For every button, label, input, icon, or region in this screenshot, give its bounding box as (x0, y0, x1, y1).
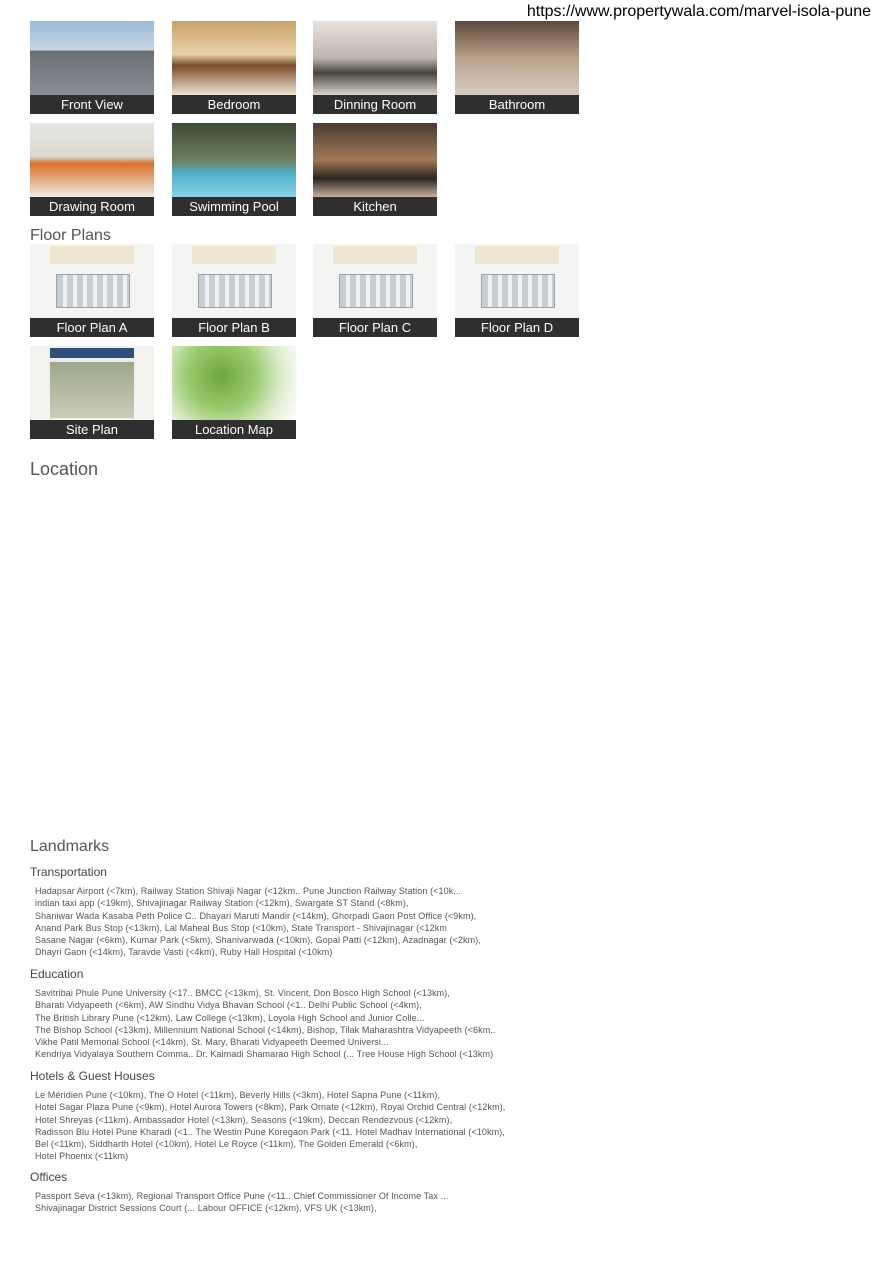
gallery-caption: Dinning Room (313, 95, 437, 114)
gallery-caption: Kitchen (313, 197, 437, 216)
bedroom-photo (172, 21, 296, 95)
gallery-caption: Bathroom (455, 95, 579, 114)
floor-plan-image (172, 244, 296, 318)
floor-plan-caption: Floor Plan A (30, 318, 154, 337)
landmark-line: Sasane Nagar (<6km), Kumar Park (<5km), Shanivarwada (<10km), Gopal Patti (<12km), Azadnagar (<2km), (35, 935, 481, 946)
transportation-list (35, 885, 595, 959)
gallery-caption: Swimming Pool (172, 197, 296, 216)
gallery-thumb-bathroom[interactable] (455, 21, 579, 114)
floor-plan-image (313, 244, 437, 318)
landmark-line: indian taxi app (<19km), Shivajinagar Railway Station (<12km), Swargate ST Stand (<8km), (35, 898, 409, 909)
location-heading: Location (30, 459, 99, 479)
landmark-line: Vikhe Patil Memorial School (<14km), St. Mary, Bharati Vidyapeeth Deemed Universi... (35, 1037, 389, 1048)
floor-plan-c-thumb[interactable] (313, 244, 437, 337)
landmark-line: Savitribai Phule Pune University (<17.. BMCC (<13km), St. Vincent, Don Bosco High School (<13km), (35, 988, 450, 998)
floor-plan-caption: Floor Plan D (455, 318, 579, 337)
floor-plan-caption: Site Plan (30, 420, 154, 439)
landmark-line: Dhayri Gaon (<14km), Taravde Vasti (<4km), Ruby Hall Hospital (<10km) (35, 947, 333, 958)
landmark-line: Kendriya Vidyalaya Southern Comma.. Dr. Kalmadi Shamarao High School (... Tree House High School (<13km) (35, 1049, 494, 1060)
education-list (35, 987, 595, 1061)
landmark-category-hotels: Hotels & Guest Houses (30, 1069, 155, 1083)
gallery-caption: Front View (30, 95, 154, 114)
landmark-line: Anand Park Bus Stop (<13km), Lal Maheal Bus Stop (<10km), State Transport - Shivajinagar (<12km (35, 922, 447, 933)
landmark-line: Le Méridien Pune (<10km), The O Hotel (<11km), Beverly Hills (<3km), Hotel Sapna Pune (<11km), (35, 1090, 441, 1100)
gallery-thumb-swimming-pool[interactable] (172, 123, 296, 216)
site-plan-image (30, 346, 154, 420)
kitchen-photo (313, 123, 437, 197)
gallery-thumb-kitchen[interactable] (313, 123, 437, 216)
page-url: https://www.propertywala.com/marvel-isola-pune (526, 3, 871, 20)
offices-list (35, 1190, 595, 1215)
floor-plan-image (455, 244, 579, 318)
landmark-line: The Bishop School (<13km), Millennium National School (<14km), Bishop, Tilak Maharashtra Vidyapeeth (<6km.. (35, 1024, 496, 1035)
landmark-line: Passport Seva (<13km), Regional Transport Office Pune (<11.. Chief Commissioner Of Income Tax ... (35, 1191, 449, 1201)
floor-plan-caption: Floor Plan B (172, 318, 296, 337)
landmark-category-offices: Offices (30, 1170, 68, 1184)
floor-plan-b-thumb[interactable] (172, 244, 296, 337)
landmarks-heading: Landmarks (30, 838, 110, 855)
gallery-thumb-dinning-room[interactable] (313, 21, 437, 114)
location-map-image (172, 346, 296, 420)
landmark-line: Shivajinagar District Sessions Court (... Labour OFFICE (<12km), VFS UK (<13km), (35, 1203, 377, 1214)
bathroom-photo (455, 21, 579, 95)
front-view-photo (30, 21, 154, 95)
landmark-line: Radisson Blu Hotel Pune Kharadi (<1.. The Westin Pune Koregaon Park (<11. Hotel Madhav International (<10km), (35, 1126, 505, 1137)
hotels-list (35, 1089, 595, 1163)
landmark-line: Bel (<11km), Siddharth Hotel (<10km), Hotel Le Royce (<11km), The Golden Emerald (<6km), (35, 1139, 418, 1150)
landmark-line: Shaniwar Wada Kasaba Peth Police C.. Dhayari Maruti Mandir (<14km), Ghorpadi Gaon Post Office (<9km), (35, 910, 477, 921)
landmark-category-education: Education (30, 967, 84, 981)
floor-plan-caption: Floor Plan C (313, 318, 437, 337)
landmark-line: The British Library Pune (<12km), Law College (<13km), Loyola High School and Junior Colle... (35, 1012, 425, 1023)
landmark-line: Hotel Phoenix (<11km) (35, 1151, 129, 1162)
gallery-thumb-bedroom[interactable] (172, 21, 296, 114)
site-plan-thumb[interactable] (30, 346, 154, 439)
drawing-room-photo (30, 123, 154, 197)
floor-plan-a-thumb[interactable] (30, 244, 154, 337)
floor-plan-image (30, 244, 154, 318)
landmark-line: Hotel Shreyas (<11km), Ambassador Hotel (<13km), Seasons (<19km), Deccan Rendezvous (<12km), (35, 1114, 453, 1125)
landmark-line: Bharati Vidyapeeth (<6km), AW Sindhu Vidya Bhavan School (<1.. Delhi Public School (<4km), (35, 1000, 422, 1011)
landmark-line: Hadapsar Airport (<7km), Railway Station Shivaji Nagar (<12km.. Pune Junction Railway Station (<10k... (35, 886, 462, 896)
swimming-pool-photo (172, 123, 296, 197)
dinning-room-photo (313, 21, 437, 95)
gallery-thumb-front-view[interactable] (30, 21, 154, 114)
floor-plan-caption: Location Map (172, 420, 296, 439)
floor-plan-d-thumb[interactable] (455, 244, 579, 337)
location-map-thumb[interactable] (172, 346, 296, 439)
landmark-category-transportation: Transportation (30, 865, 107, 879)
floor-plans-heading: Floor Plans (30, 227, 111, 244)
gallery-caption: Drawing Room (30, 197, 154, 216)
landmark-line: Hotel Sagar Plaza Pune (<9km), Hotel Aurora Towers (<8km), Park Ornate (<12km), Royal Orchid Central (<12km), (35, 1102, 506, 1113)
gallery-caption: Bedroom (172, 95, 296, 114)
gallery-thumb-drawing-room[interactable] (30, 123, 154, 216)
